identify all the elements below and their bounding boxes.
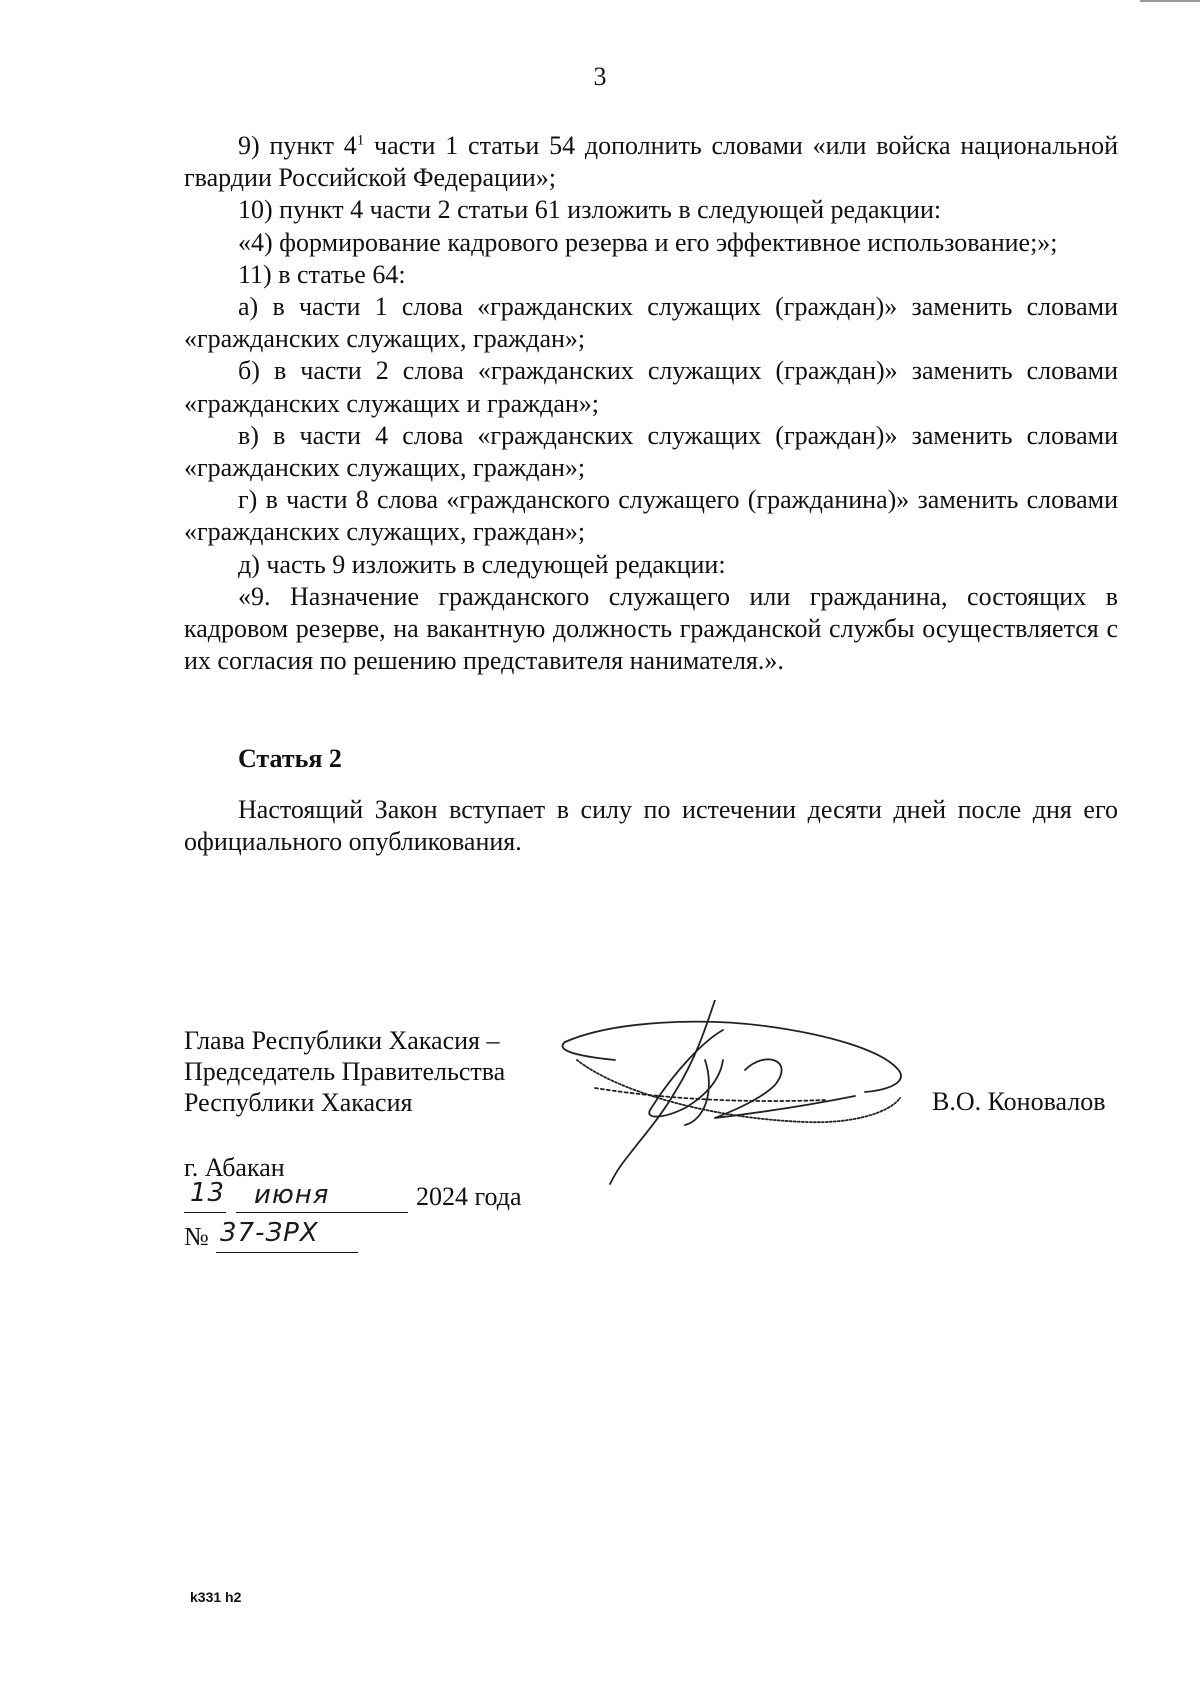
amendment-item-11-d-quote: «9. Назначение гражданского служащего или гражданина, состоящих в кадровом резерве, на вакантную должность гражданской службы осуществляется с их согласия по решению представителя нанимателя.». xyxy=(184,581,1118,676)
article-2-text: Настоящий Закон вступает в силу по истечении десяти дней после дня его официального опубликования. xyxy=(184,795,1118,857)
issue-year: 2024 года xyxy=(416,1182,522,1211)
month-underline xyxy=(236,1212,408,1213)
amendment-item-11-b: б) в части 2 слова «гражданских служащих (граждан)» заменить словами «гражданских служащих и граждан»; xyxy=(184,356,1118,418)
amendments-list xyxy=(184,130,1118,677)
article-2-body xyxy=(184,794,1118,858)
amendment-item-11: 11) в статье 64: xyxy=(238,259,406,289)
law-number xyxy=(184,1218,384,1256)
number-underline xyxy=(216,1252,358,1253)
amendment-item-9 xyxy=(184,130,1118,194)
signer-title-line: Республики Хакасия xyxy=(184,1088,413,1117)
article-2-heading: Статья 2 xyxy=(238,744,342,773)
amendment-item-11-a: а) в части 1 слова «гражданских служащих (граждан)» заменить словами «гражданских служащих, граждан»; xyxy=(184,292,1118,354)
day-underline xyxy=(184,1212,226,1213)
handwritten-signature xyxy=(555,1000,915,1185)
issue-place: г. Абакан xyxy=(184,1153,285,1182)
amendment-item-11-d: д) часть 9 изложить в следующей редакции: xyxy=(238,549,726,579)
amendment-9-end: части 1 статьи 54 дополнить словами «или войска национальной гвардии Российской Федерации»; xyxy=(184,131,1118,193)
signer-title-line: Председатель Правительства xyxy=(184,1057,506,1086)
handwritten-day: 13 xyxy=(190,1178,226,1208)
amendment-item-10: 10) пункт 4 части 2 статьи 61 изложить в следующей редакции: xyxy=(238,195,942,225)
handwritten-law-number: 37-ЗРХ xyxy=(220,1218,319,1248)
signer-name: В.О. Коновалов xyxy=(932,1087,1106,1116)
issue-date xyxy=(184,1178,544,1216)
signer-title-line: Глава Республики Хакасия – xyxy=(184,1026,500,1055)
document-code: k331 h2 xyxy=(190,1589,242,1605)
amendment-item-11-v: в) в части 4 слова «гражданских служащих (граждан)» заменить словами «гражданских служащих, граждан»; xyxy=(184,420,1118,483)
amendment-9-superscript: 1 xyxy=(356,132,365,149)
handwritten-month: июня xyxy=(254,1180,330,1210)
number-sign: № xyxy=(184,1222,209,1251)
amendment-item-10-quote: «4) формирование кадрового резерва и его эффективное использование;»; xyxy=(238,227,1058,257)
scan-edge-mark xyxy=(1140,0,1200,5)
amendment-9-start: 9) пункт 4 xyxy=(238,131,357,160)
amendment-item-11-g: г) в части 8 слова «гражданского служащего (гражданина)» заменить словами «гражданских служащих, граждан»; xyxy=(184,485,1118,547)
page-number: 3 xyxy=(593,62,607,91)
signer-position xyxy=(184,1025,505,1118)
